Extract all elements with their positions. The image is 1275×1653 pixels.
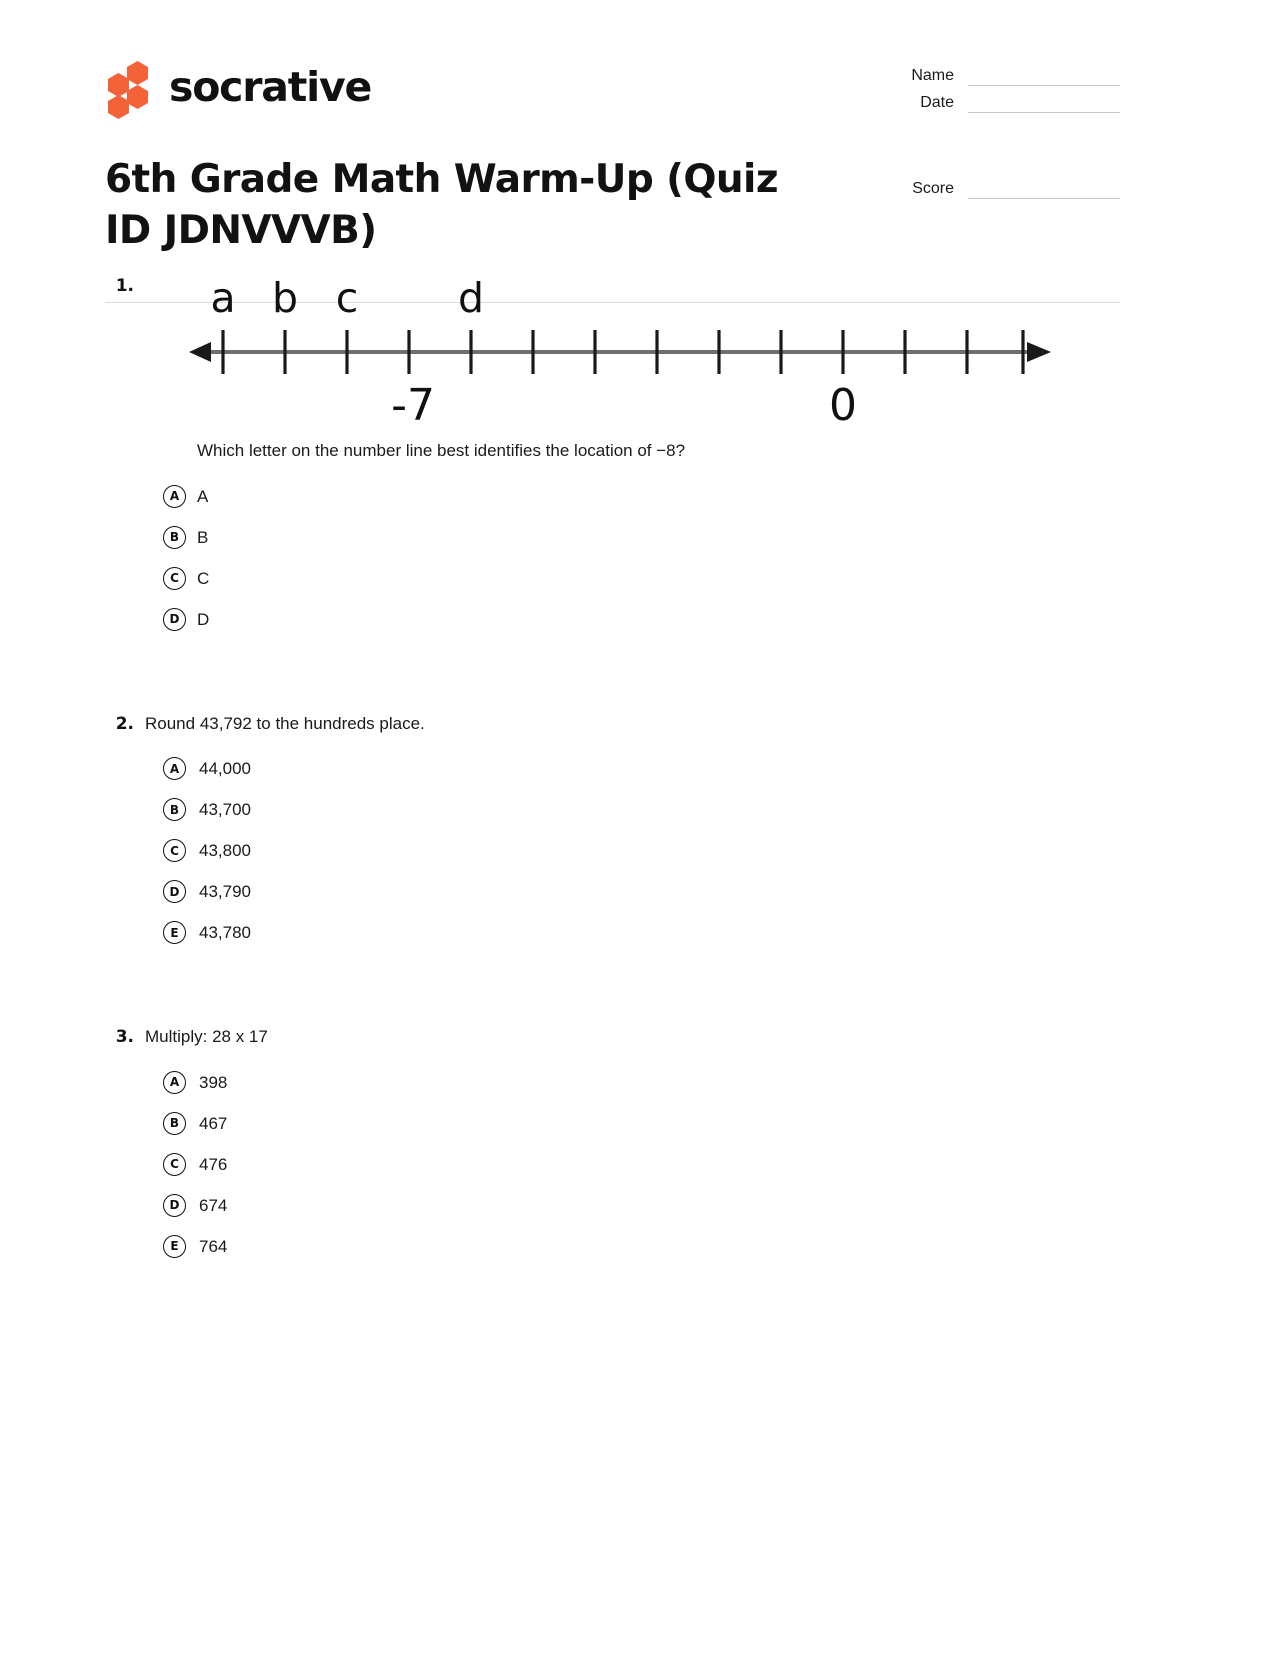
questions-list <box>0 274 1275 1267</box>
date-field-input[interactable] <box>968 95 1120 113</box>
option-bubble-a[interactable]: A <box>163 1071 186 1094</box>
option-row[interactable] <box>163 1103 1120 1144</box>
option-bubble-a[interactable]: A <box>163 757 186 780</box>
name-field-label: Name <box>911 67 954 84</box>
option-bubble-e[interactable]: E <box>163 921 186 944</box>
option-bubble-c[interactable]: C <box>163 567 186 590</box>
question-3-header <box>105 1025 1120 1050</box>
option-row[interactable] <box>163 1062 1120 1103</box>
page-header <box>0 0 1275 254</box>
option-label: A <box>197 486 209 506</box>
question-2-options <box>163 748 1120 953</box>
option-label: C <box>197 568 210 588</box>
question-3-number: 3. <box>115 1027 134 1048</box>
option-label: 674 <box>199 1195 228 1215</box>
option-label: 43,780 <box>199 923 251 943</box>
option-row[interactable] <box>163 789 1120 830</box>
score-field-label: Score <box>912 180 954 197</box>
question-1-options <box>163 476 1120 640</box>
question-3-prompt: Multiply: 28 x 17 <box>145 1027 268 1047</box>
option-row[interactable] <box>163 871 1120 912</box>
hexagon-shape <box>127 61 148 85</box>
page-title: 6th Grade Math Warm-Up (Quiz ID JDNVVVB) <box>105 157 778 254</box>
option-bubble-e[interactable]: E <box>163 1235 186 1258</box>
hexagon-shape <box>108 95 129 119</box>
option-bubble-b[interactable]: B <box>163 1112 186 1135</box>
option-label: 44,000 <box>199 759 251 779</box>
option-row[interactable] <box>163 476 1120 517</box>
option-bubble-c[interactable]: C <box>163 1153 186 1176</box>
option-row[interactable] <box>163 1144 1120 1185</box>
question-3 <box>105 1025 1120 1267</box>
date-field-label: Date <box>920 94 954 111</box>
brand-wordmark: socrative <box>169 62 372 111</box>
option-label: 43,790 <box>199 882 251 902</box>
option-row[interactable] <box>163 912 1120 953</box>
number-line-label-c: c <box>335 274 359 322</box>
hexagon-shape <box>127 85 148 109</box>
option-bubble-d[interactable]: D <box>163 880 186 903</box>
option-row[interactable] <box>163 558 1120 599</box>
name-field-input[interactable] <box>968 68 1120 86</box>
option-label: D <box>197 609 210 629</box>
hexagon-shape <box>108 73 129 97</box>
option-label: 476 <box>199 1154 228 1174</box>
question-1-header <box>105 274 1120 435</box>
student-info-fields <box>880 68 1120 208</box>
question-1-number: 1. <box>115 276 134 296</box>
number-line-label-b: b <box>271 274 299 322</box>
number-line-svg <box>185 270 1055 435</box>
question-2-prompt: Round 43,792 to the hundreds place. <box>145 713 425 733</box>
option-row[interactable] <box>163 830 1120 871</box>
option-label: 43,800 <box>199 841 251 861</box>
question-1-prompt: Which letter on the number line best identifies the location of −8? <box>197 441 686 460</box>
option-label: 764 <box>199 1236 228 1256</box>
option-row[interactable] <box>163 599 1120 640</box>
option-label: B <box>197 527 209 547</box>
option-bubble-d[interactable]: D <box>163 1194 186 1217</box>
socrative-hexagon-icon <box>105 61 151 113</box>
option-bubble-c[interactable]: C <box>163 839 186 862</box>
date-field-row <box>880 95 1120 113</box>
number-line-tick-label-zero: 0 <box>829 380 857 431</box>
number-line-label-a: a <box>210 274 236 322</box>
option-bubble-a[interactable]: A <box>163 485 186 508</box>
number-line-label-d: d <box>457 274 485 322</box>
score-field-input[interactable] <box>968 181 1120 199</box>
option-row[interactable] <box>163 748 1120 789</box>
option-row[interactable] <box>163 517 1120 558</box>
option-label: 398 <box>199 1072 228 1092</box>
option-label: 43,700 <box>199 800 251 820</box>
option-row[interactable] <box>163 1226 1120 1267</box>
question-2 <box>105 712 1120 954</box>
question-2-header <box>105 712 1120 737</box>
option-bubble-d[interactable]: D <box>163 608 186 631</box>
option-bubble-b[interactable]: B <box>163 526 186 549</box>
option-row[interactable] <box>163 1185 1120 1226</box>
option-bubble-b[interactable]: B <box>163 798 186 821</box>
name-field-row <box>880 68 1120 86</box>
number-line-figure <box>185 270 1055 435</box>
question-2-number: 2. <box>115 713 134 734</box>
question-3-options <box>163 1062 1120 1267</box>
option-label: 467 <box>199 1113 228 1133</box>
question-1 <box>105 274 1120 640</box>
score-field-row <box>880 181 1120 199</box>
number-line-tick-label-neg7: -7 <box>391 380 435 431</box>
